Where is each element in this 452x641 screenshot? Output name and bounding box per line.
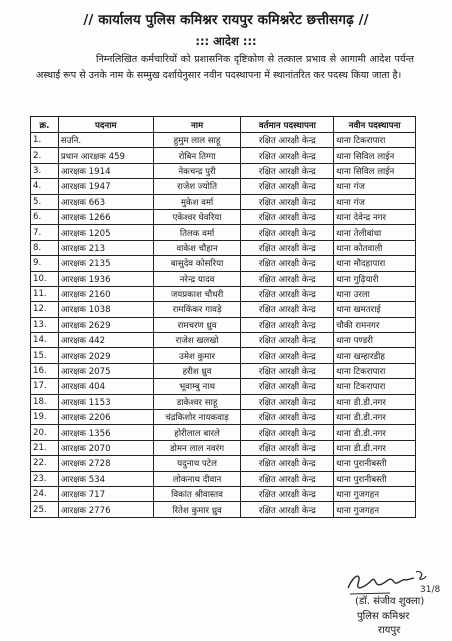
cell-designation: आरक्षक 1205 xyxy=(58,225,153,240)
cell-designation: आरक्षक 2206 xyxy=(58,410,153,425)
cell-name: वाकेश चौहान xyxy=(153,240,241,255)
cell-designation: आरक्षक 2070 xyxy=(58,440,153,455)
table-row xyxy=(31,502,416,517)
cell-current-posting: रक्षित आरक्षी केन्द्र xyxy=(241,471,334,486)
cell-new-posting: चौकी रामनगर xyxy=(334,317,416,332)
cell-new-posting: थाना डी.डी.नगर xyxy=(334,394,416,409)
cell-serial: 9. xyxy=(31,256,59,271)
table-row xyxy=(31,394,416,409)
table-row xyxy=(31,456,416,471)
cell-new-posting: थाना मौदहापारा xyxy=(334,256,416,271)
cell-serial: 5. xyxy=(31,194,59,209)
cell-name: मुकेश वर्मा xyxy=(153,194,241,209)
table-row xyxy=(31,302,416,317)
table-row xyxy=(31,425,416,440)
cell-name: बासुदेव कोसरिया xyxy=(153,256,241,271)
cell-serial: 2. xyxy=(31,148,59,163)
cell-current-posting: रक्षित आरक्षी केन्द्र xyxy=(241,394,334,409)
table-row xyxy=(31,225,416,240)
table-row xyxy=(31,148,416,163)
cell-designation: आरक्षक 717 xyxy=(58,486,153,501)
cell-serial: 17. xyxy=(31,379,59,394)
cell-current-posting: रक्षित आरक्षी केन्द्र xyxy=(241,148,334,163)
table-row xyxy=(31,256,416,271)
cell-current-posting: रक्षित आरक्षी केन्द्र xyxy=(241,379,334,394)
transfer-table xyxy=(30,116,416,518)
cell-designation: आरक्षक 2776 xyxy=(58,502,153,517)
cell-new-posting: थाना पुरानीबस्ती xyxy=(334,471,416,486)
cell-current-posting: रक्षित आरक्षी केन्द्र xyxy=(241,363,334,378)
cell-serial: 20. xyxy=(31,425,59,440)
table-row xyxy=(31,133,416,148)
cell-name: हरीश ध्रुव xyxy=(153,363,241,378)
cell-new-posting: थाना गंज xyxy=(334,194,416,209)
table-header-row xyxy=(31,117,416,133)
cell-name: विकांत श्रीवास्तव xyxy=(153,486,241,501)
cell-new-posting: थाना डी.डी.नगर xyxy=(334,440,416,455)
cell-serial: 1. xyxy=(31,133,59,148)
cell-designation: आरक्षक 1038 xyxy=(58,302,153,317)
cell-new-posting: थाना उरला xyxy=(334,286,416,301)
cell-current-posting: रक्षित आरक्षी केन्द्र xyxy=(241,163,334,178)
cell-serial: 8. xyxy=(31,240,59,255)
cell-current-posting: रक्षित आरक्षी केन्द्र xyxy=(241,333,334,348)
cell-name: एकेश्वर घेवरिया xyxy=(153,209,241,224)
cell-serial: 3. xyxy=(31,163,59,178)
cell-designation: आरक्षक 2728 xyxy=(58,456,153,471)
table-row xyxy=(31,179,416,194)
cell-name: जयप्रकाश चौधरी xyxy=(153,286,241,301)
cell-name: राजेश ज्योति xyxy=(153,179,241,194)
table-row xyxy=(31,286,416,301)
cell-new-posting: थाना सिविल लाईन xyxy=(334,148,416,163)
cell-name: यदुनाथ पटेल xyxy=(153,456,241,471)
cell-serial: 24. xyxy=(31,486,59,501)
cell-new-posting: थाना डी.डी.नगर xyxy=(334,425,416,440)
cell-designation: आरक्षक 1914 xyxy=(58,163,153,178)
table-row xyxy=(31,348,416,363)
cell-current-posting: रक्षित आरक्षी केन्द्र xyxy=(241,317,334,332)
cell-serial: 4. xyxy=(31,179,59,194)
signatory-place: रायपुर xyxy=(378,625,401,636)
cell-serial: 12. xyxy=(31,302,59,317)
table-row xyxy=(31,440,416,455)
cell-name: डाकेश्वर साहू xyxy=(153,394,241,409)
cell-designation: आरक्षक 1266 xyxy=(58,209,153,224)
cell-current-posting: रक्षित आरक्षी केन्द्र xyxy=(241,256,334,271)
cell-name: राजेश खलखो xyxy=(153,333,241,348)
cell-name: होरीलाल बारले xyxy=(153,425,241,440)
cell-current-posting: रक्षित आरक्षी केन्द्र xyxy=(241,133,334,148)
cell-serial: 15. xyxy=(31,348,59,363)
table-row xyxy=(31,240,416,255)
cell-serial: 18. xyxy=(31,394,59,409)
cell-name: नेकचन्द्र पुरी xyxy=(153,163,241,178)
table-row xyxy=(31,163,416,178)
cell-designation: प्रधान आरक्षक 459 xyxy=(58,148,153,163)
cell-new-posting: थाना सिविल लाईन xyxy=(334,163,416,178)
cell-name: रितेश कुमार ध्रुव xyxy=(153,502,241,517)
cell-new-posting: थाना टिकरापारा xyxy=(334,133,416,148)
cell-designation: आरक्षक 2629 xyxy=(58,317,153,332)
cell-designation: आरक्षक 2135 xyxy=(58,256,153,271)
cell-current-posting: रक्षित आरक्षी केन्द्र xyxy=(241,209,334,224)
cell-current-posting: रक्षित आरक्षी केन्द्र xyxy=(241,502,334,517)
cell-name: नरेन्द्र यादव xyxy=(153,271,241,286)
cell-name: हुमुम लाल साहू xyxy=(153,133,241,148)
table-row xyxy=(31,271,416,286)
table-row xyxy=(31,363,416,378)
cell-new-posting: थाना गुजगहन xyxy=(334,486,416,501)
cell-current-posting: रक्षित आरक्षी केन्द्र xyxy=(241,240,334,255)
table-row xyxy=(31,333,416,348)
cell-new-posting: थाना कोतवाली xyxy=(334,240,416,255)
cell-designation: सउनि. xyxy=(58,133,153,148)
cell-serial: 25. xyxy=(31,502,59,517)
cell-name: लोकनाथ दीवान xyxy=(153,471,241,486)
cell-serial: 19. xyxy=(31,410,59,425)
order-paragraph: निम्नलिखित कर्मचारियों को प्रशासनिक दृष्टिकोण से तत्काल प्रभाव से आगामी आदेश पर्यन्त अस्थाई रूप से उनके नाम के सम्मुख दर्शायेनुसार नवीन पदस्थापना में स्थानांतरित कर पदस्थ किया जाता है। xyxy=(36,54,414,81)
cell-current-posting: रक्षित आरक्षी केन्द्र xyxy=(241,302,334,317)
table-row xyxy=(31,317,416,332)
cell-serial: 7. xyxy=(31,225,59,240)
table-row xyxy=(31,379,416,394)
signatory-name: (डॉ. संजीव शुक्ला) xyxy=(355,596,425,607)
cell-designation: आरक्षक 2075 xyxy=(58,363,153,378)
cell-serial: 23. xyxy=(31,471,59,486)
cell-designation: आरक्षक 663 xyxy=(58,194,153,209)
table-row xyxy=(31,209,416,224)
cell-name: रामचरण ध्रुव xyxy=(153,317,241,332)
cell-serial: 10. xyxy=(31,271,59,286)
cell-name: उमेश कुमार xyxy=(153,348,241,363)
cell-designation: आरक्षक 2029 xyxy=(58,348,153,363)
header-serial: क्र. xyxy=(31,117,59,133)
cell-current-posting: रक्षित आरक्षी केन्द्र xyxy=(241,440,334,455)
cell-current-posting: रक्षित आरक्षी केन्द्र xyxy=(241,425,334,440)
cell-current-posting: रक्षित आरक्षी केन्द्र xyxy=(241,225,334,240)
cell-new-posting: थाना पुरानीबस्ती xyxy=(334,456,416,471)
cell-new-posting: थाना गंज xyxy=(334,179,416,194)
cell-designation: आरक्षक 1936 xyxy=(58,271,153,286)
cell-serial: 11. xyxy=(31,286,59,301)
cell-new-posting: थाना खम्हारडीह xyxy=(334,348,416,363)
table-row xyxy=(31,486,416,501)
cell-designation: आरक्षक 213 xyxy=(58,240,153,255)
cell-serial: 14. xyxy=(31,333,59,348)
cell-designation: आरक्षक 404 xyxy=(58,379,153,394)
cell-new-posting: थाना टिकरापारा xyxy=(334,363,416,378)
cell-current-posting: रक्षित आरक्षी केन्द्र xyxy=(241,179,334,194)
cell-current-posting: रक्षित आरक्षी केन्द्र xyxy=(241,194,334,209)
cell-name: डोमन लाल नवरंग xyxy=(153,440,241,455)
cell-name: चंद्रकिशोर नायकवाड़ xyxy=(153,410,241,425)
cell-designation: आरक्षक 1153 xyxy=(58,394,153,409)
cell-name: भूवाम्बु नाथ xyxy=(153,379,241,394)
cell-serial: 21. xyxy=(31,440,59,455)
cell-name: तिलक वर्मा xyxy=(153,225,241,240)
cell-current-posting: रक्षित आरक्षी केन्द्र xyxy=(241,286,334,301)
signature-date: 31/8 xyxy=(420,585,441,595)
cell-serial: 13. xyxy=(31,317,59,332)
header-name: नाम xyxy=(153,117,241,133)
header-new-posting: नवीन पदस्थापना xyxy=(334,117,416,133)
table-row xyxy=(31,471,416,486)
page-title: // कार्यालय पुलिस कमिश्नर रायपुर कमिश्नरेट छत्तीसगढ़ // xyxy=(83,12,369,28)
cell-current-posting: रक्षित आरक्षी केन्द्र xyxy=(241,486,334,501)
cell-new-posting: थाना गुढ़ियारी xyxy=(334,271,416,286)
cell-new-posting: थाना तेलीबांधा xyxy=(334,225,416,240)
cell-serial: 16. xyxy=(31,363,59,378)
order-heading: ::: आदेश ::: xyxy=(195,34,257,48)
cell-new-posting: थाना देवेन्द्र नगर xyxy=(334,209,416,224)
cell-current-posting: रक्षित आरक्षी केन्द्र xyxy=(241,410,334,425)
header-designation: पदनाम xyxy=(58,117,153,133)
signatory-designation: पुलिस कमिश्नर xyxy=(357,611,410,622)
cell-serial: 22. xyxy=(31,456,59,471)
cell-new-posting: थाना खमतराई xyxy=(334,302,416,317)
cell-serial: 6. xyxy=(31,209,59,224)
cell-designation: आरक्षक 442 xyxy=(58,333,153,348)
cell-current-posting: रक्षित आरक्षी केन्द्र xyxy=(241,271,334,286)
cell-current-posting: रक्षित आरक्षी केन्द्र xyxy=(241,456,334,471)
cell-current-posting: रक्षित आरक्षी केन्द्र xyxy=(241,348,334,363)
table-row xyxy=(31,194,416,209)
header-current-posting: वर्तमान पदस्थापना xyxy=(241,117,334,133)
cell-new-posting: थाना पण्डरी xyxy=(334,333,416,348)
cell-name: रामकिंकर गावड़े xyxy=(153,302,241,317)
cell-designation: आरक्षक 2160 xyxy=(58,286,153,301)
cell-new-posting: थाना गुजगहन xyxy=(334,502,416,517)
cell-designation: आरक्षक 534 xyxy=(58,471,153,486)
cell-designation: आरक्षक 1356 xyxy=(58,425,153,440)
cell-new-posting: थाना डी.डी.नगर xyxy=(334,410,416,425)
cell-name: रोबिन तिग्गा xyxy=(153,148,241,163)
table-row xyxy=(31,410,416,425)
cell-new-posting: थाना टिकरापारा xyxy=(334,379,416,394)
cell-designation: आरक्षक 1947 xyxy=(58,179,153,194)
